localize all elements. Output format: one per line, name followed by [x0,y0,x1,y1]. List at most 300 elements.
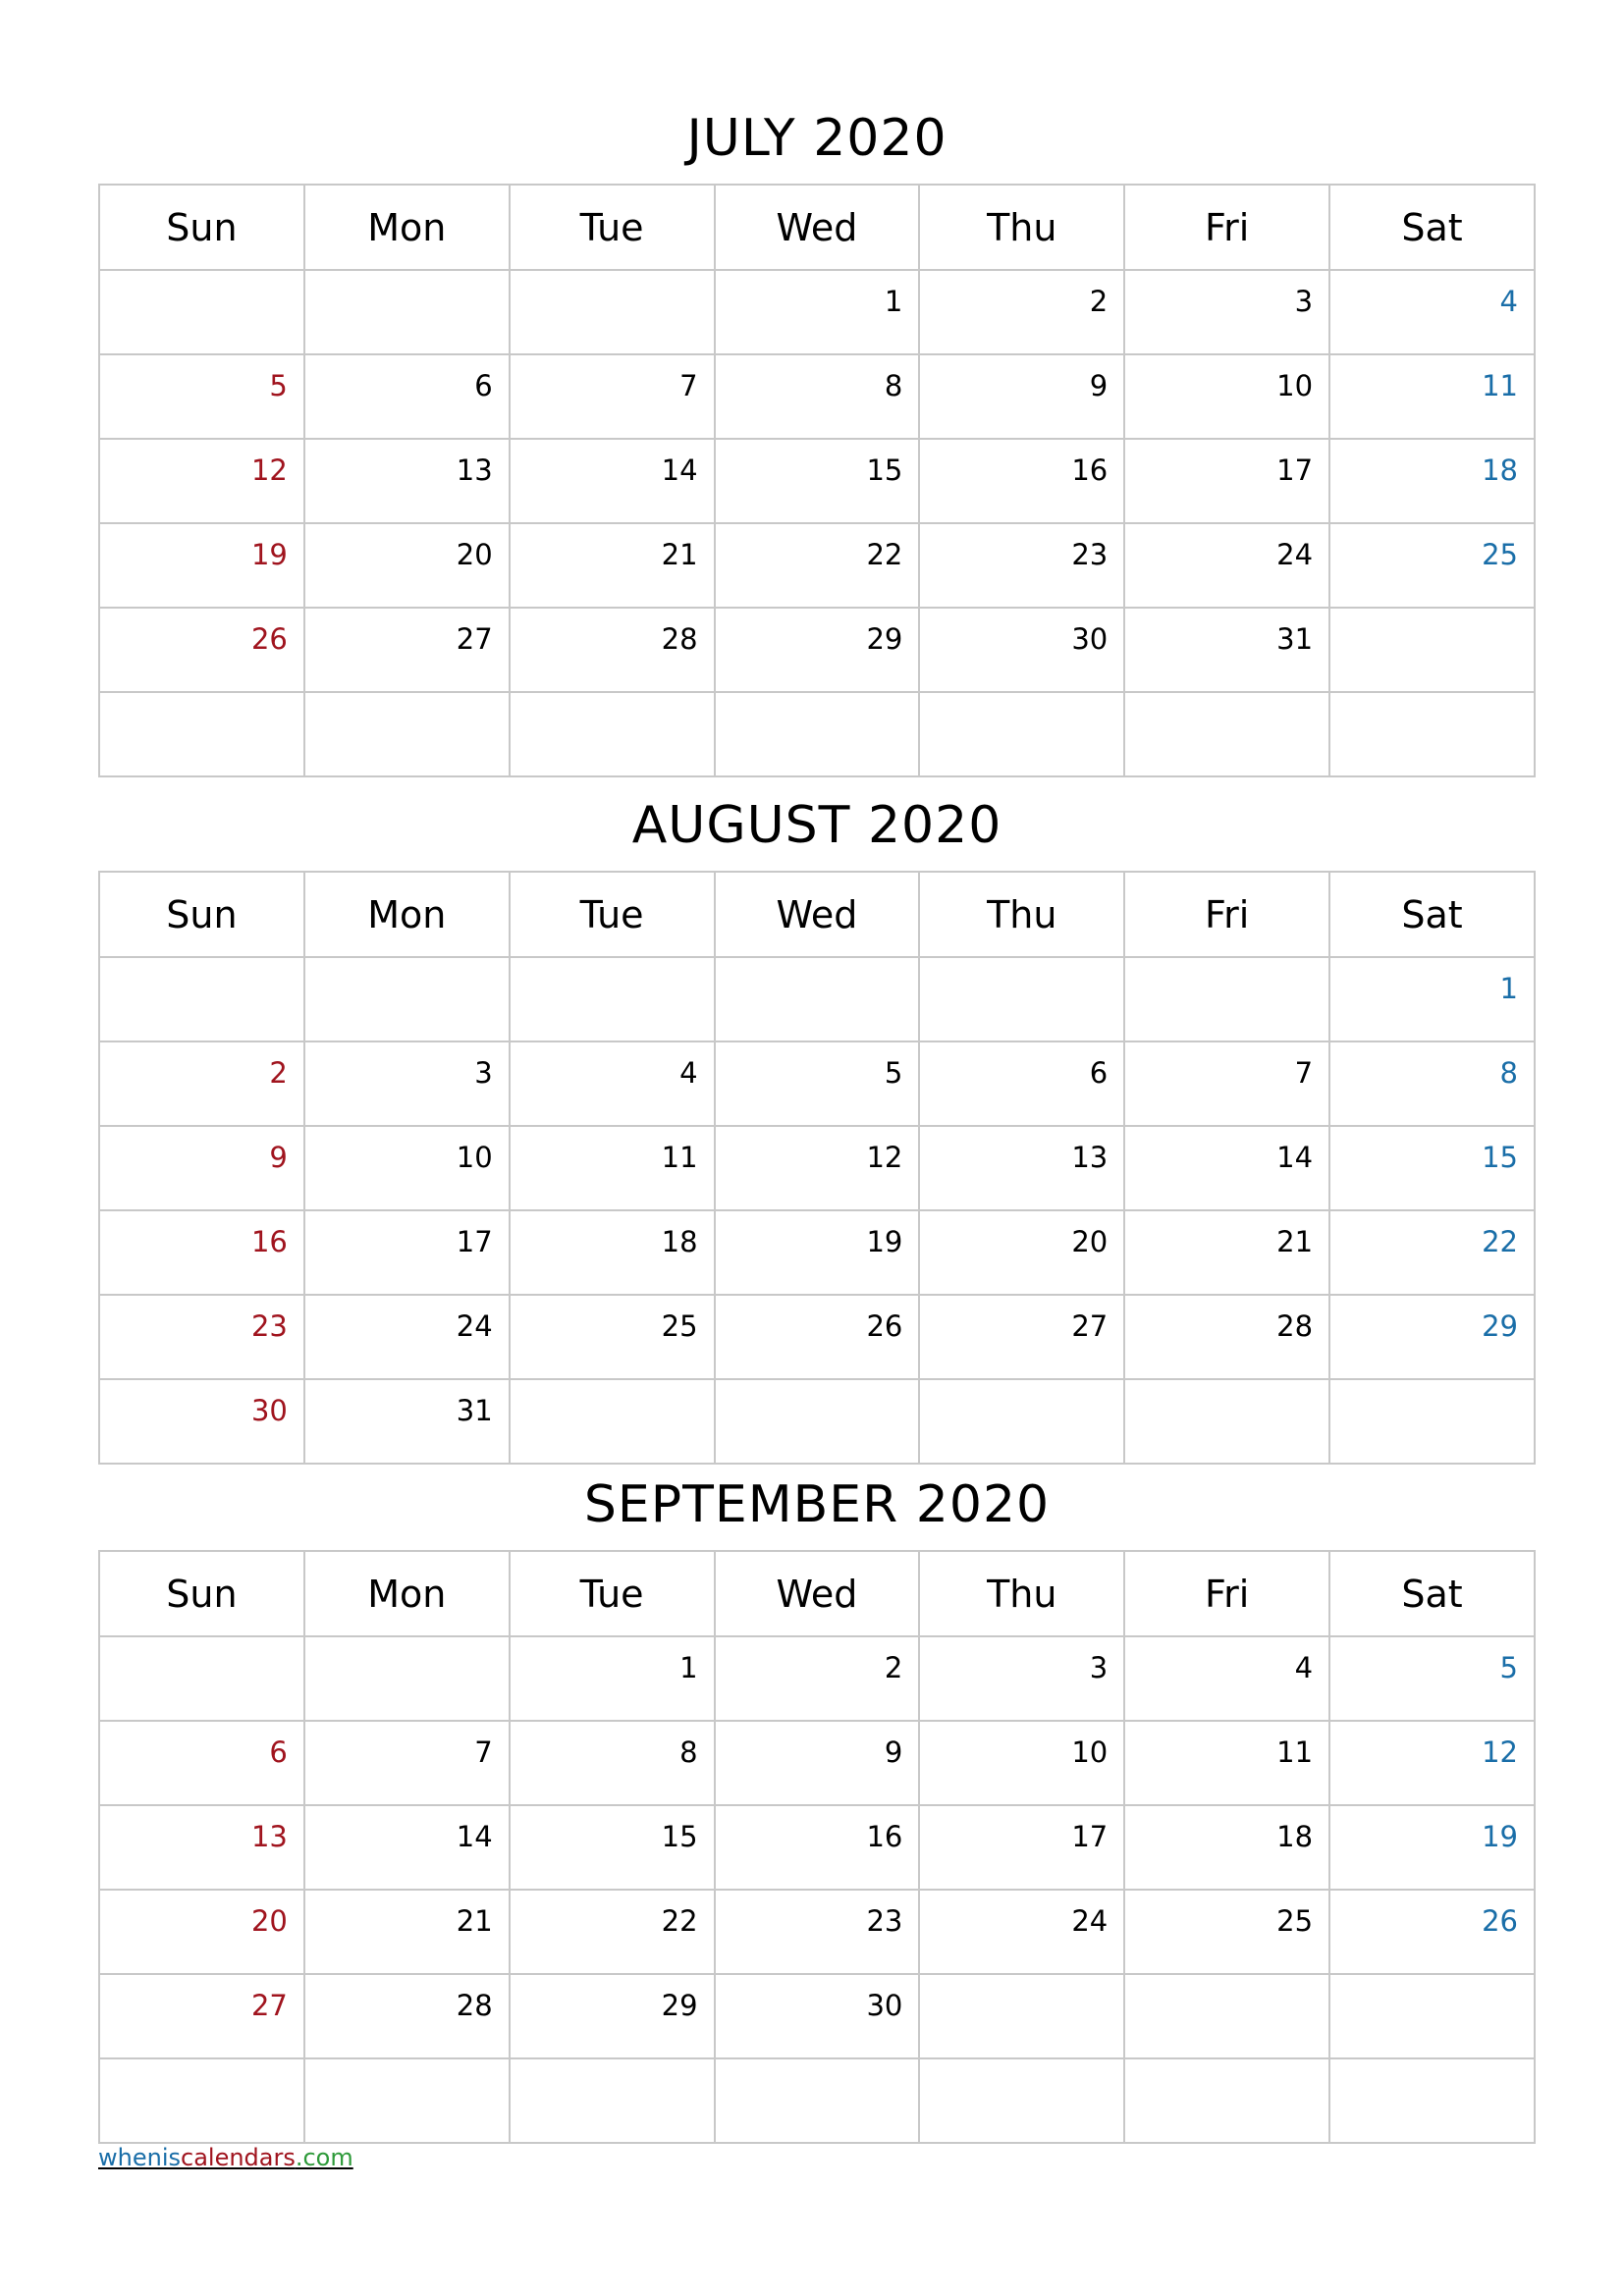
day-number: 22 [661,1904,698,1938]
day-number: 14 [456,1820,493,1853]
week-row [99,1636,1535,1721]
day-number: 20 [456,538,493,571]
calendar-grid [98,1550,1536,2144]
day-cell [99,1295,304,1379]
day-number: 3 [474,1056,493,1090]
day-number: 5 [1499,1651,1518,1684]
day-cell [510,1379,715,1464]
day-cell [99,692,304,776]
day-number [1313,1393,1328,1407]
day-number: 5 [884,1056,903,1090]
weekday-header: Mon [304,872,510,957]
day-cell [715,1721,920,1805]
week-row [99,1210,1535,1295]
day-number [288,1650,303,1664]
week-row [99,692,1535,776]
day-cell [304,354,510,439]
day-cell [919,957,1124,1041]
day-number [1108,971,1123,985]
weekday-header-row [99,872,1535,957]
day-number: 17 [456,1225,493,1258]
day-number: 9 [884,1735,903,1769]
day-number: 4 [679,1056,698,1090]
day-cell [510,1126,715,1210]
day-cell [919,1974,1124,2058]
day-cell [715,1636,920,1721]
weekday-header: Tue [510,185,715,270]
day-number: 15 [661,1820,698,1853]
day-cell [1329,1126,1535,1210]
day-cell [304,1805,510,1890]
day-number: 9 [269,1141,288,1174]
day-number: 10 [1071,1735,1109,1769]
day-cell [99,608,304,692]
week-row [99,270,1535,354]
day-number: 27 [456,622,493,656]
week-row [99,608,1535,692]
day-cell [1124,1126,1329,1210]
day-cell [919,354,1124,439]
day-cell [1329,692,1535,776]
weekday-header: Thu [919,872,1124,957]
day-number [493,284,509,297]
day-cell [715,354,920,439]
day-number: 10 [456,1141,493,1174]
day-number: 1 [884,285,903,318]
day-number: 30 [250,1394,288,1427]
day-number: 11 [1276,1735,1314,1769]
day-number: 28 [661,622,698,656]
day-cell [99,957,304,1041]
watermark-part: calendars [181,2144,296,2171]
day-cell [510,1890,715,1974]
day-cell [304,1295,510,1379]
day-number: 19 [250,538,288,571]
day-number: 15 [866,454,903,487]
day-cell [1329,270,1535,354]
day-cell [1124,1721,1329,1805]
day-number [493,706,509,720]
day-number: 2 [269,1056,288,1090]
month-title: AUGUST 2020 [631,796,1002,855]
day-number: 1 [1499,972,1518,1005]
day-cell [1124,439,1329,523]
day-cell [1124,2058,1329,2143]
day-number: 6 [474,369,493,402]
day-cell [919,523,1124,608]
day-number: 21 [1276,1225,1314,1258]
day-cell [1124,270,1329,354]
day-number: 7 [679,369,698,402]
day-number: 7 [1294,1056,1314,1090]
day-cell [1329,1041,1535,1126]
day-cell [510,1636,715,1721]
month-title: SEPTEMBER 2020 [583,1475,1051,1534]
day-number: 14 [1276,1141,1314,1174]
day-cell [510,1210,715,1295]
day-cell [715,608,920,692]
weekday-header: Fri [1124,1551,1329,1636]
day-cell [1329,1721,1535,1805]
day-cell [919,692,1124,776]
day-cell [99,1041,304,1126]
day-cell [1124,1379,1329,1464]
day-number: 3 [1089,1651,1109,1684]
day-cell [304,2058,510,2143]
day-number: 13 [1071,1141,1109,1174]
month-title: JULY 2020 [686,109,947,168]
day-number: 20 [250,1904,288,1938]
day-cell [304,1974,510,2058]
day-cell [304,1721,510,1805]
weekday-header: Mon [304,185,510,270]
day-cell [510,270,715,354]
day-number: 28 [1276,1309,1314,1343]
day-cell [715,1126,920,1210]
day-cell [304,1041,510,1126]
day-cell [99,1636,304,1721]
day-cell [715,1890,920,1974]
weekday-header: Fri [1124,872,1329,957]
day-number [1313,706,1328,720]
day-cell [1124,354,1329,439]
day-cell [715,1041,920,1126]
day-cell [1329,1210,1535,1295]
week-row [99,354,1535,439]
week-row [99,1295,1535,1379]
day-number [698,2072,714,2086]
day-cell [510,439,715,523]
day-number [288,706,303,720]
day-cell [304,1379,510,1464]
day-number: 20 [1071,1225,1109,1258]
day-number: 29 [1482,1309,1518,1343]
day-number [902,1393,918,1407]
day-number: 24 [456,1309,493,1343]
day-number: 27 [250,1989,288,2022]
day-cell [304,523,510,608]
day-cell [715,1210,920,1295]
day-cell [510,1295,715,1379]
day-cell [1329,1636,1535,1721]
day-cell [919,1379,1124,1464]
day-number [1313,2072,1328,2086]
day-cell [1124,523,1329,608]
day-number: 25 [1482,538,1518,571]
day-number: 3 [1294,285,1314,318]
day-cell [1329,1295,1535,1379]
day-number: 18 [1482,454,1518,487]
day-number: 11 [661,1141,698,1174]
week-row [99,1974,1535,2058]
day-cell [919,270,1124,354]
day-number [902,971,918,985]
weekday-header: Tue [510,1551,715,1636]
day-number: 22 [866,538,903,571]
day-cell [715,1379,920,1464]
day-number: 22 [1482,1225,1518,1258]
day-number: 11 [1482,369,1518,402]
day-cell [715,270,920,354]
weekday-header: Wed [715,1551,920,1636]
day-cell [715,439,920,523]
day-cell [99,354,304,439]
day-cell [304,270,510,354]
day-number [698,706,714,720]
day-number: 15 [1482,1141,1518,1174]
day-number: 9 [1089,369,1109,402]
day-number: 29 [661,1989,698,2022]
day-number: 29 [866,622,903,656]
weekday-header: Sun [99,872,304,957]
week-row [99,1890,1535,1974]
day-number [1108,1393,1123,1407]
day-number: 24 [1071,1904,1109,1938]
day-cell [99,523,304,608]
day-number [902,706,918,720]
day-cell [919,2058,1124,2143]
day-number: 23 [250,1309,288,1343]
day-cell [1329,608,1535,692]
day-cell [99,1974,304,2058]
day-cell [99,1210,304,1295]
day-number: 19 [866,1225,903,1258]
day-cell [304,1126,510,1210]
day-cell [304,608,510,692]
day-cell [715,2058,920,2143]
day-number [1108,2072,1123,2086]
day-cell [99,1126,304,1210]
day-cell [919,608,1124,692]
day-number: 18 [1276,1820,1314,1853]
day-number: 8 [1499,1056,1518,1090]
day-number: 26 [250,622,288,656]
day-number: 2 [1089,285,1109,318]
day-number [698,1393,714,1407]
day-number [1518,706,1534,720]
day-number: 30 [1071,622,1109,656]
day-number [493,1650,509,1664]
day-cell [1124,1974,1329,2058]
weekday-header: Sat [1329,1551,1535,1636]
day-cell [510,957,715,1041]
day-cell [919,439,1124,523]
day-number [698,284,714,297]
day-cell [1124,1890,1329,1974]
weekday-header: Thu [919,1551,1124,1636]
day-cell [715,1805,920,1890]
day-cell [1124,1805,1329,1890]
day-number: 18 [661,1225,698,1258]
day-number: 24 [1276,538,1314,571]
day-cell [715,1974,920,2058]
day-cell [510,1721,715,1805]
day-number [1313,1988,1328,2002]
day-cell [1329,957,1535,1041]
day-cell [1124,608,1329,692]
day-number: 21 [661,538,698,571]
day-cell [1124,692,1329,776]
day-number [288,2072,303,2086]
day-cell [510,354,715,439]
weekday-header: Wed [715,185,920,270]
day-number [1108,706,1123,720]
day-cell [510,1974,715,2058]
day-number [288,284,303,297]
day-number: 8 [679,1735,698,1769]
day-cell [1329,439,1535,523]
day-number: 23 [1071,538,1109,571]
day-cell [510,692,715,776]
day-cell [1329,1890,1535,1974]
day-cell [1124,1041,1329,1126]
week-row [99,1379,1535,1464]
day-number: 26 [1482,1904,1518,1938]
day-number: 17 [1276,454,1314,487]
day-number [1518,1988,1534,2002]
day-number: 13 [250,1820,288,1853]
day-number: 25 [1276,1904,1314,1938]
day-cell [1329,523,1535,608]
day-number: 2 [884,1651,903,1684]
weekday-header: Wed [715,872,920,957]
day-number: 16 [1071,454,1109,487]
day-cell [919,1295,1124,1379]
watermark-part: .com [295,2144,353,2171]
day-number: 8 [884,369,903,402]
day-number [493,971,509,985]
day-number: 16 [866,1820,903,1853]
day-number [698,971,714,985]
day-number: 28 [456,1989,493,2022]
day-cell [715,523,920,608]
day-cell [1124,1295,1329,1379]
day-number: 14 [661,454,698,487]
day-cell [1329,1805,1535,1890]
weekday-header: Mon [304,1551,510,1636]
week-row [99,2058,1535,2143]
week-row [99,1041,1535,1126]
day-cell [304,1636,510,1721]
day-number: 7 [474,1735,493,1769]
weekday-header: Sun [99,185,304,270]
day-number [1313,971,1328,985]
day-cell [715,957,920,1041]
day-number: 13 [456,454,493,487]
day-cell [99,439,304,523]
week-row [99,439,1535,523]
day-cell [919,1636,1124,1721]
day-cell [1329,354,1535,439]
day-cell [99,1379,304,1464]
day-cell [919,1126,1124,1210]
day-number: 31 [456,1394,493,1427]
week-row [99,1126,1535,1210]
day-number: 27 [1071,1309,1109,1343]
day-number: 30 [866,1989,903,2022]
day-number: 1 [679,1651,698,1684]
day-cell [99,1890,304,1974]
day-cell [99,1805,304,1890]
calendar-grid [98,184,1536,777]
day-cell [99,270,304,354]
day-cell [919,1041,1124,1126]
day-cell [510,2058,715,2143]
day-number: 6 [269,1735,288,1769]
week-row [99,523,1535,608]
day-number: 19 [1482,1820,1518,1853]
day-cell [510,1805,715,1890]
day-cell [1124,957,1329,1041]
day-number: 6 [1089,1056,1109,1090]
day-cell [99,1721,304,1805]
day-cell [1329,1379,1535,1464]
weekday-header: Sat [1329,185,1535,270]
day-number: 31 [1276,622,1314,656]
day-number [1518,2072,1534,2086]
day-number: 17 [1071,1820,1109,1853]
day-cell [304,957,510,1041]
calendar-grid [98,871,1536,1465]
day-cell [1124,1636,1329,1721]
day-number [1108,1988,1123,2002]
weekday-header: Fri [1124,185,1329,270]
day-number [1518,621,1534,635]
day-cell [304,1890,510,1974]
day-cell [919,1210,1124,1295]
day-cell [1329,2058,1535,2143]
day-number [288,971,303,985]
day-cell [99,2058,304,2143]
day-number: 12 [250,454,288,487]
week-row [99,1805,1535,1890]
day-cell [715,692,920,776]
watermark-part: whenis [98,2144,181,2171]
day-number: 26 [866,1309,903,1343]
watermark-link[interactable] [98,2144,353,2171]
day-number: 4 [1499,285,1518,318]
day-cell [919,1721,1124,1805]
weekday-header: Tue [510,872,715,957]
day-cell [304,692,510,776]
day-cell [715,1295,920,1379]
day-cell [919,1890,1124,1974]
day-number: 25 [661,1309,698,1343]
week-row [99,957,1535,1041]
weekday-header: Sun [99,1551,304,1636]
day-cell [1329,1974,1535,2058]
weekday-header: Thu [919,185,1124,270]
day-number: 10 [1276,369,1314,402]
day-number: 12 [866,1141,903,1174]
week-row [99,1721,1535,1805]
day-cell [510,608,715,692]
day-number: 4 [1294,1651,1314,1684]
day-number [493,2072,509,2086]
day-cell [304,1210,510,1295]
day-number [902,2072,918,2086]
day-number: 21 [456,1904,493,1938]
day-number [1518,1393,1534,1407]
day-cell [1124,1210,1329,1295]
day-number: 23 [866,1904,903,1938]
weekday-header-row [99,1551,1535,1636]
day-cell [919,1805,1124,1890]
day-cell [510,523,715,608]
day-cell [304,439,510,523]
day-number: 5 [269,369,288,402]
weekday-header: Sat [1329,872,1535,957]
